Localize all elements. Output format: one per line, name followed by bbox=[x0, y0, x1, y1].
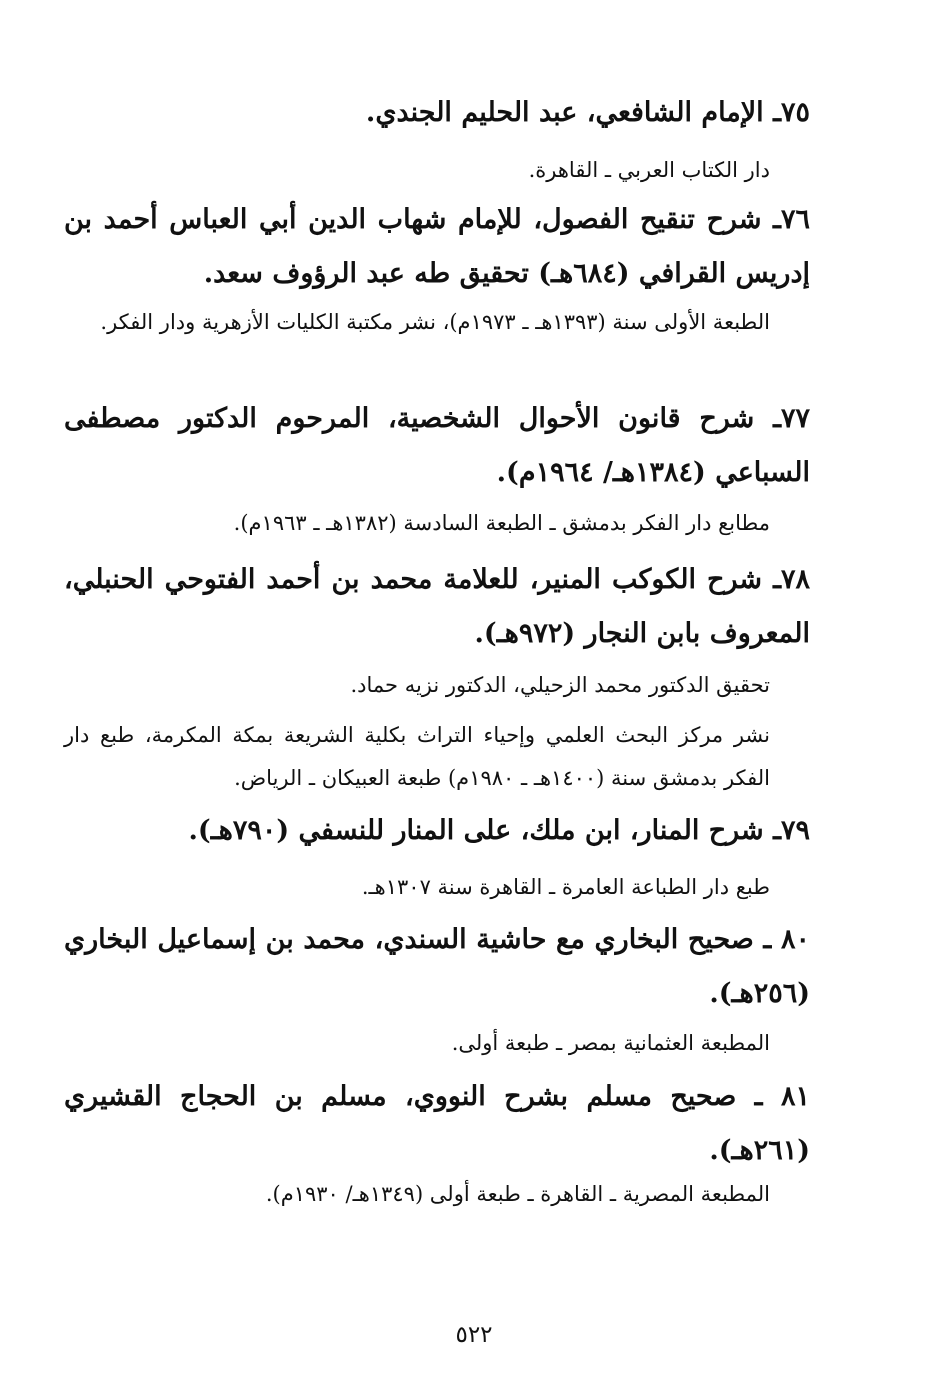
entry-81-title: ٨١ ـ صحيح مسلم بشرح النووي، مسلم بن الحجاج القشيري (٢٦١هـ). bbox=[64, 1081, 810, 1166]
entry-81-publication: المطبعة المصرية ـ القاهرة ـ طبعة أولى (١٣٤٩هـ/ ١٩٣٠م). bbox=[265, 1182, 770, 1206]
entry-79-publication: طبع دار الطباعة العامرة ـ القاهرة سنة ١٣٠٧هـ. bbox=[361, 875, 770, 899]
entry-78-publication-editors: تحقيق الدكتور محمد الزحيلي، الدكتور نزيه حماد. bbox=[350, 673, 770, 697]
entry-77-publication: مطابع دار الفكر بدمشق ـ الطبعة السادسة (١٣٨٢هـ ـ ١٩٦٣م). bbox=[233, 511, 770, 535]
entry-75-title: ٧٥ـ الإمام الشافعي، عبد الحليم الجندي. bbox=[365, 97, 810, 128]
entry-80-publication: المطبعة العثمانية بمصر ـ طبعة أولى. bbox=[451, 1031, 770, 1055]
entry-75-publication: دار الكتاب العربي ـ القاهرة. bbox=[528, 158, 770, 182]
entry-76-publication: الطبعة الأولى سنة (١٣٩٣هـ ـ ١٩٧٣م)، نشر مكتبة الكليات الأزهرية ودار الفكر. bbox=[100, 310, 770, 334]
page-number: ٥٢٢ bbox=[455, 1322, 493, 1348]
entry-78-title: ٧٨ـ شرح الكوكب المنير، للعلامة محمد بن أحمد الفتوحي الحنبلي، المعروف بابن النجار (٩٧٢هـ). bbox=[64, 564, 810, 649]
entry-77-title: ٧٧ـ شرح قانون الأحوال الشخصية، المرحوم الدكتور مصطفى السباعي (١٣٨٤هـ/ ١٩٦٤م). bbox=[64, 403, 810, 488]
entry-78-publication-publisher: نشر مركز البحث العلمي وإحياء التراث بكلية الشريعة بمكة المكرمة، طبع دار الفكر بدمشق سنة (١٤٠٠هـ ـ ١٩٨٠م) طبعة العبيكان ـ الرياض. bbox=[64, 723, 770, 790]
entry-80-title: ٨٠ ـ صحيح البخاري مع حاشية السندي، محمد بن إسماعيل البخاري (٢٥٦هـ). bbox=[64, 924, 810, 1009]
entry-79-title: ٧٩ـ شرح المنار، ابن ملك، على المنار للنسفي (٧٩٠هـ). bbox=[188, 815, 810, 846]
entry-76-title: ٧٦ـ شرح تنقيح الفصول، للإمام شهاب الدين أبي العباس أحمد بن إدريس القرافي (٦٨٤هـ) تحقيق طه عبد الرؤوف سعد. bbox=[64, 204, 810, 289]
